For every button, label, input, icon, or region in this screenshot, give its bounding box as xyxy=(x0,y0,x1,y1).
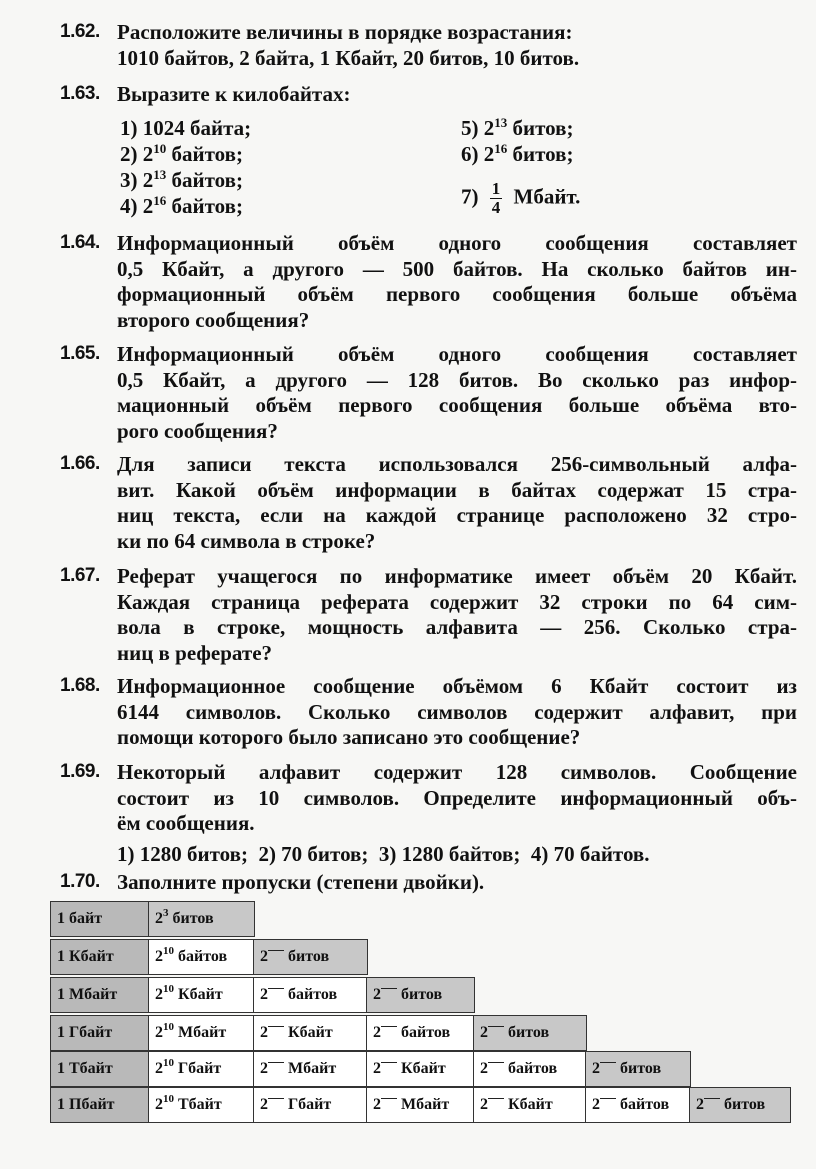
problem-text xyxy=(117,674,797,751)
text-line: состоит из 10 символов. Определите информационный объ- xyxy=(117,785,797,810)
option-4: 4) $2^{16}$ байтов; xyxy=(120,193,243,218)
table-cell: $2^{10}$ Тбайт xyxy=(148,1087,255,1123)
problem-number: 1.62. xyxy=(60,21,100,42)
table-row-header: 1 байт xyxy=(50,901,150,937)
problem-text xyxy=(117,231,797,333)
problem-number: 1.65. xyxy=(60,343,100,364)
text-line: Информационный объём одного сообщения составляет xyxy=(117,342,797,366)
blank-cell: 2 байтов xyxy=(473,1051,587,1087)
problem-text xyxy=(117,564,797,666)
table-cell: $2^{10}$ Кбайт xyxy=(148,977,255,1013)
exponent-blank xyxy=(268,1026,284,1027)
table-row-header: 1 Пбайт xyxy=(50,1087,150,1123)
blank-cell: 2 байтов xyxy=(253,977,368,1013)
problem-number: 1.68. xyxy=(60,675,100,696)
blank-cell: 2 байтов xyxy=(366,1015,475,1051)
text-line: ниц текста, если на каждой странице расположено 32 стро- xyxy=(117,503,797,527)
table-row-header: 1 Тбайт xyxy=(50,1051,150,1087)
exponent-blank xyxy=(268,950,284,951)
table-cell: $2^{10}$ Гбайт xyxy=(148,1051,255,1087)
text-line: ём сообщения. xyxy=(117,811,255,835)
exponent-blank xyxy=(488,1026,504,1027)
text-line: мационный объём первого сообщения больше объёма вто- xyxy=(117,393,797,417)
problem-number: 1.66. xyxy=(60,453,100,474)
options-left xyxy=(120,115,251,219)
blank-cell: 2 Кбайт xyxy=(253,1015,368,1051)
table-row-header: 1 Мбайт xyxy=(50,977,150,1013)
blank-cell: 2 битов xyxy=(585,1051,691,1087)
option-1: 1) 1024 байта; xyxy=(120,116,252,140)
exponent-blank xyxy=(381,988,397,989)
problem-text xyxy=(117,20,797,71)
exponent-blank xyxy=(600,1098,616,1099)
option-5: 5) $2^{13}$ битов; xyxy=(461,115,574,140)
text-line: 6144 символов. Сколько символов содержит алфавит, при xyxy=(117,699,797,724)
problem-number: 1.63. xyxy=(60,83,100,104)
exponent-blank xyxy=(600,1062,616,1063)
text-line: Некоторый алфавит содержит 128 символов. Сообщение xyxy=(117,760,797,784)
text-line: Информационное сообщение объёмом 6 Кбайт состоит из xyxy=(117,674,797,698)
table-cell: $2^{10}$ байтов xyxy=(148,939,255,975)
blank-cell: 2 битов xyxy=(473,1015,587,1051)
exponent-blank xyxy=(381,1026,397,1027)
blank-cell: 2 битов xyxy=(253,939,368,975)
blank-cell: 2 байтов xyxy=(585,1087,691,1123)
text-line: ки по 64 символа в строке? xyxy=(117,528,376,553)
exponent-blank xyxy=(488,1098,504,1099)
text-line: Расположите величины в порядке возрастания: xyxy=(117,20,573,44)
problem-number: 1.67. xyxy=(60,565,100,586)
exponent-blank xyxy=(268,1062,284,1063)
problem-number: 1.70. xyxy=(60,871,100,892)
blank-cell: 2 битов xyxy=(366,977,475,1013)
text-line: второго сообщения? xyxy=(117,307,310,332)
exponent-blank xyxy=(381,1098,397,1099)
blank-cell: 2 Мбайт xyxy=(366,1087,475,1123)
text-line: Информационный объём одного сообщения составляет xyxy=(117,231,797,255)
text-line: 0,5 Кбайт, а другого — 128 битов. Во сколько раз инфор- xyxy=(117,367,797,392)
option-2: 2) $2^{10}$ байтов; xyxy=(120,141,243,166)
table-cell: $2^{10}$ Мбайт xyxy=(148,1015,255,1051)
text-line: помощи которого было записано это сообщение? xyxy=(117,725,581,749)
problem-text xyxy=(117,760,797,867)
exponent-blank xyxy=(488,1062,504,1063)
blank-cell: 2 Кбайт xyxy=(473,1087,587,1123)
text-line: Выразите к килобайтах: xyxy=(117,82,351,106)
text-line: вит. Какой объём информации в байтах содержат 15 стра- xyxy=(117,477,797,502)
text-line: вола в строке, мощность алфавита — 256. Сколько стра- xyxy=(117,615,797,639)
blank-cell: 2 Гбайт xyxy=(253,1087,368,1123)
fraction: $\frac{1}{4}$ xyxy=(491,179,501,217)
option-6: 6) $2^{16}$ битов; xyxy=(461,141,574,166)
table-cell: $2^3$ битов xyxy=(148,901,255,937)
exponent-blank xyxy=(268,1098,284,1099)
blank-cell: 2 Мбайт xyxy=(253,1051,368,1087)
table-row-header: 1 Гбайт xyxy=(50,1015,150,1051)
text-line: Каждая страница реферата содержит 32 строки по 64 сим- xyxy=(117,589,797,614)
answer-options: 1) 1280 битов; 2) 70 битов; 3) 1280 байтов; 4) 70 байтов. xyxy=(117,841,650,866)
option-3: 3) $2^{13}$ байтов; xyxy=(120,167,243,192)
exponent-blank xyxy=(704,1098,720,1099)
text-line: 1010 байтов, 2 байта, 1 Кбайт, 20 битов, 10 битов. xyxy=(117,45,580,70)
text-line: рого сообщения? xyxy=(117,418,278,443)
text-line: Заполните пропуски (степени двойки). xyxy=(117,870,485,894)
text-line: Для записи текста использовался 256-символьный алфа- xyxy=(117,452,797,476)
problem-number: 1.69. xyxy=(60,761,100,782)
text-line: ниц в реферате? xyxy=(117,640,273,665)
text-line: формационный объём первого сообщения больше объёма xyxy=(117,282,797,306)
problem-text xyxy=(117,452,797,554)
option-7: 7) $\frac{1}{4}$ Мбайт. xyxy=(461,179,581,217)
table-row-header: 1 Кбайт xyxy=(50,939,150,975)
exponent-blank xyxy=(381,1062,397,1063)
blank-cell: 2 битов xyxy=(689,1087,791,1123)
text-line: Реферат учащегося по информатике имеет объём 20 Кбайт. xyxy=(117,564,797,588)
problem-title xyxy=(117,82,797,108)
problem-text xyxy=(117,342,797,444)
problem-number: 1.64. xyxy=(60,232,100,253)
options-right xyxy=(461,115,573,167)
problem-title xyxy=(117,870,797,896)
exponent-blank xyxy=(268,988,284,989)
text-line: 0,5 Кбайт, а другого — 500 байтов. На сколько байтов ин- xyxy=(117,256,797,281)
blank-cell: 2 Кбайт xyxy=(366,1051,475,1087)
